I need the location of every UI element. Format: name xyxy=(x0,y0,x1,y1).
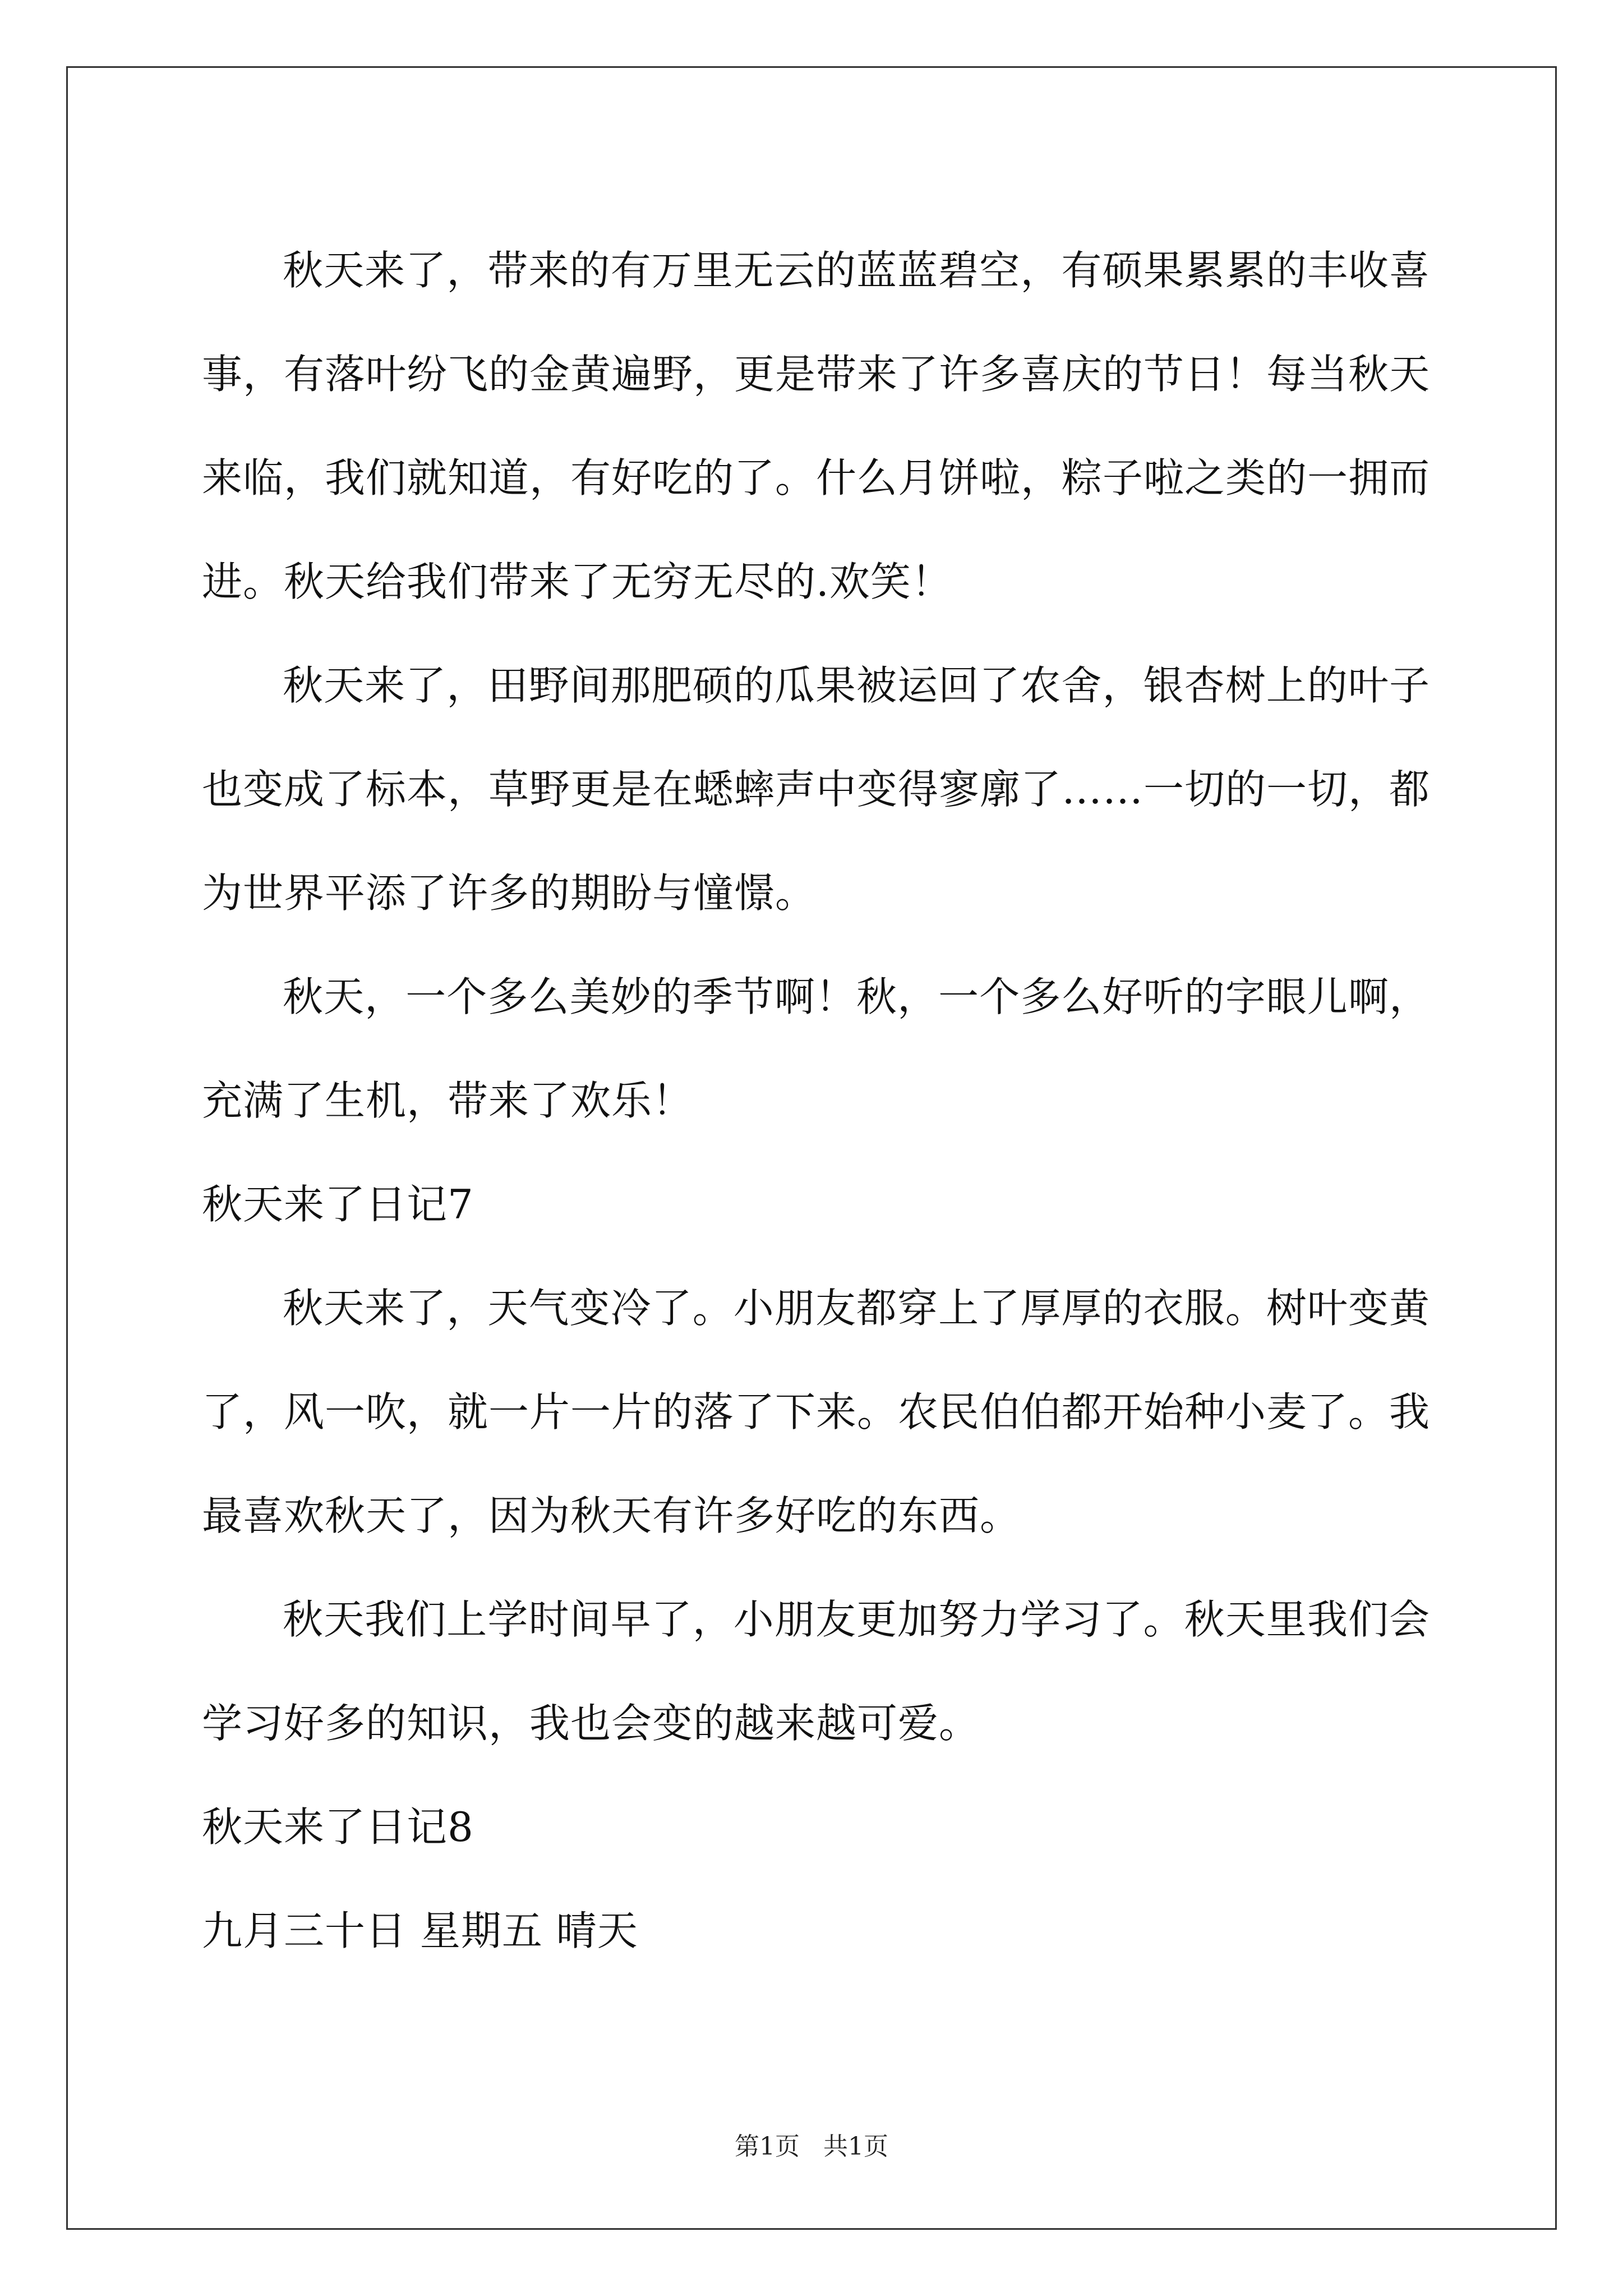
page-footer: 第1页 共1页 xyxy=(735,2132,888,2161)
paragraph-5: 秋天我们上学时间早了，小朋友更加努力学习了。秋天里我们会学习好多的知识，我也会变的越来越可爱。 xyxy=(202,1596,1430,1747)
paragraph-4: 秋天来了，天气变冷了。小朋友都穿上了厚厚的衣服。树叶变黄了，风一吹，就一片一片的落了下来。农民伯伯都开始种小麦了。我最喜欢秋天了，因为秋天有许多好吃的东西。 xyxy=(202,1285,1431,1539)
paragraph-1: 秋天来了，带来的有万里无云的蓝蓝碧空，有硕果累累的丰收喜事，有落叶纷飞的金黄遍野，更是带来了许多喜庆的节日！每当秋天来临，我们就知道，有好吃的了。什么月饼啦，粽子啦之类的一拥而进。秋天给我们带来了无穷无尽的.欢笑！ xyxy=(202,247,1431,605)
paragraph-2: 秋天来了，田野间那肥硕的瓜果被运回了农舍，银杏树上的叶子也变成了标本，草野更是在蟋蟀声中变得寥廓了……一切的一切，都为世界平添了许多的期盼与憧憬。 xyxy=(202,662,1431,917)
diary-title-8: 秋天来了日记8 xyxy=(202,1803,474,1851)
diary-date-line: 九月三十日 星期五 晴天 xyxy=(202,1907,638,1954)
document-body xyxy=(202,219,1430,1983)
diary-title-7: 秋天来了日记7 xyxy=(202,1181,474,1228)
paragraph-3: 秋天，一个多么美妙的季节啊！秋，一个多么好听的字眼儿啊，充满了生机，带来了欢乐！ xyxy=(202,973,1430,1124)
